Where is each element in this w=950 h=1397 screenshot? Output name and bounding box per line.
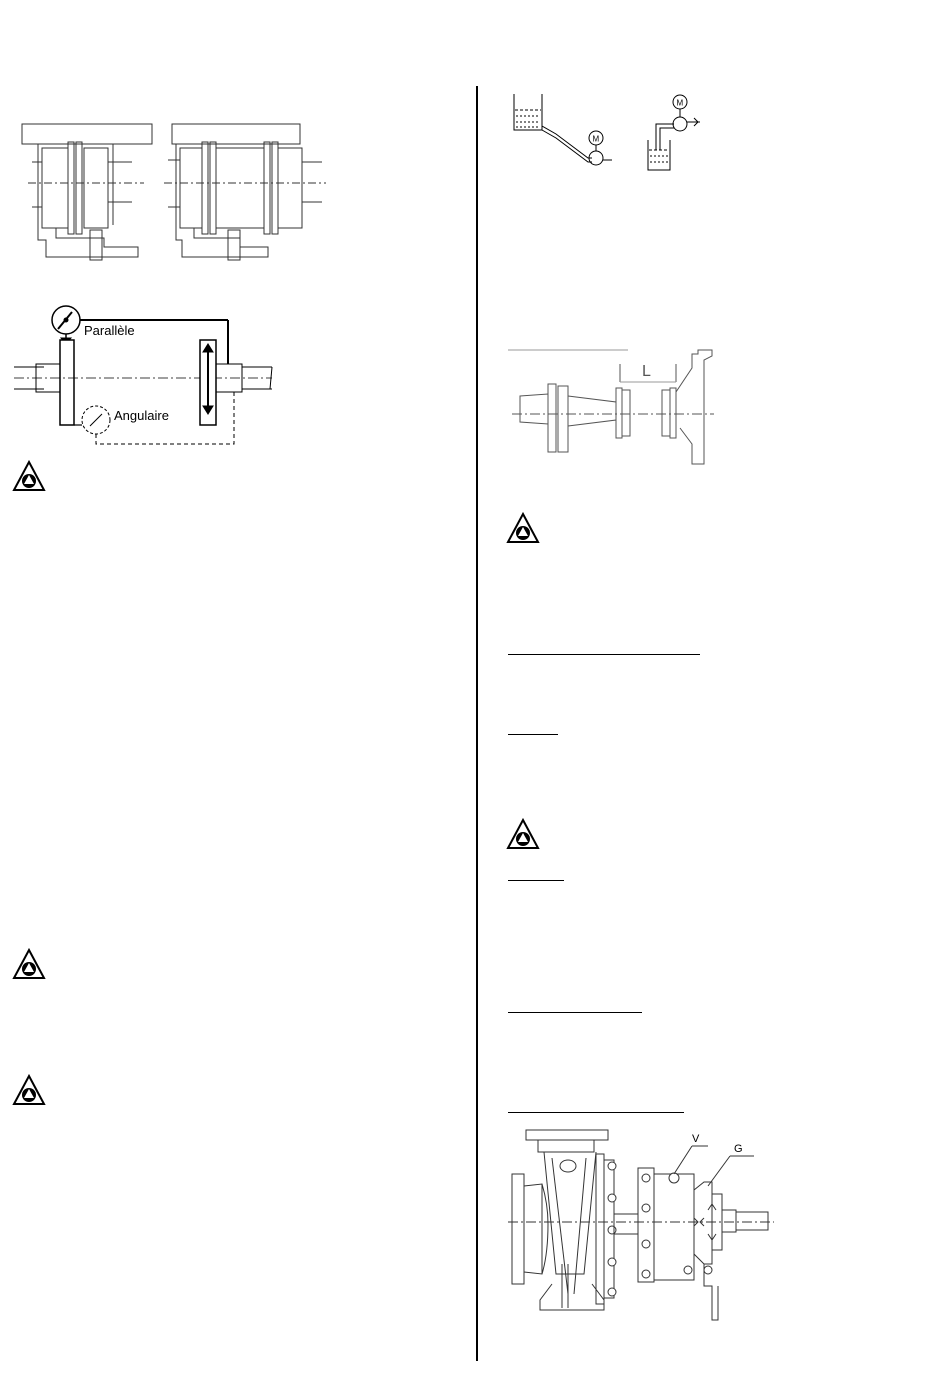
warning-icon (12, 1074, 46, 1108)
warning-icon (12, 948, 46, 982)
parallel-label: Parallèle (84, 323, 135, 338)
suction-configuration-figure (508, 88, 718, 172)
motor-label: M (592, 134, 600, 144)
column-divider (476, 86, 478, 1361)
pipe-connection-figure (508, 348, 718, 470)
pump-assembly-drawing (508, 1124, 778, 1324)
dimension-label: L (642, 363, 651, 380)
warning-icon (12, 460, 46, 494)
section-heading-underline (508, 734, 558, 735)
label-v: V (692, 1133, 700, 1145)
section-heading-underline (508, 654, 700, 655)
warning-icon (506, 818, 540, 852)
section-heading-underline (508, 880, 564, 881)
section-heading-underline (508, 1112, 684, 1113)
section-heading-underline (508, 1012, 642, 1013)
warning-icon (506, 512, 540, 546)
motor-label: M (676, 98, 684, 108)
label-g: G (734, 1143, 743, 1155)
angular-label: Angulaire (114, 408, 169, 423)
dial-gauge-alignment-figure (14, 302, 284, 452)
coupling-alignment-drawings (18, 120, 338, 262)
